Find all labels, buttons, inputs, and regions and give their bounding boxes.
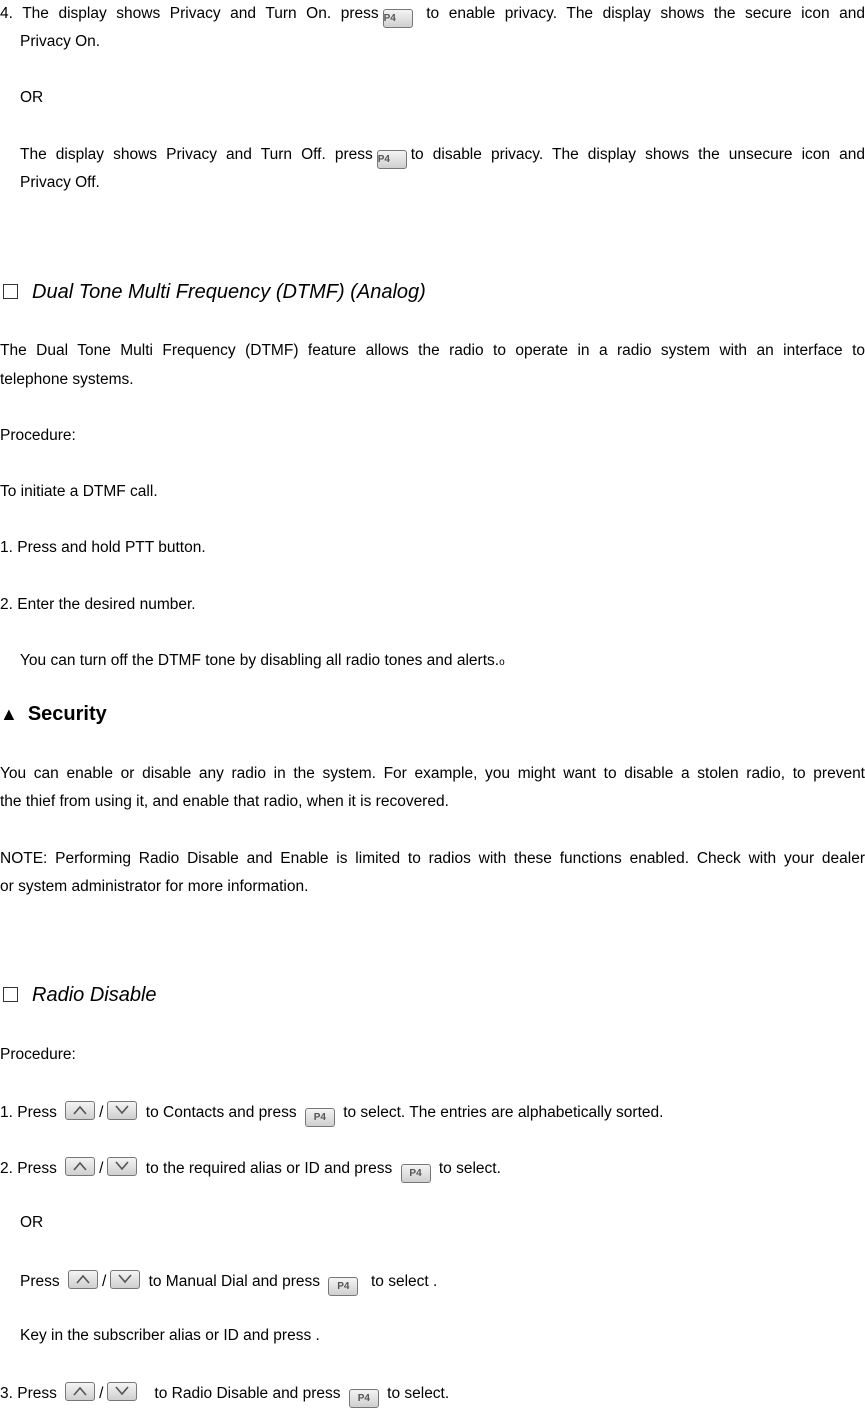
text: 1. Press <box>0 1104 57 1121</box>
p4-key-icon: P4 <box>328 1277 358 1296</box>
security-desc-2: the thief from using it, and enable that radio, when it is recovered. <box>0 793 449 810</box>
privacy-on-tail: Privacy On. <box>20 33 101 50</box>
heading-text: Security <box>27 703 107 725</box>
text: The display shows Privacy and Turn Off. press <box>20 146 373 163</box>
p4-key-icon: P4 <box>349 1389 379 1408</box>
up-arrow-key-icon <box>68 1270 98 1289</box>
text: to select. The entries are alphabetically sorted. <box>343 1104 664 1121</box>
dtmf-note <box>20 651 865 673</box>
note-2: or system administrator for more information. <box>0 878 309 895</box>
p4-key-icon: P4 <box>305 1108 335 1127</box>
up-arrow-key-icon <box>65 1382 95 1401</box>
down-arrow-key-icon <box>107 1157 137 1176</box>
text: to select. <box>438 1160 501 1177</box>
up-arrow-key-icon <box>65 1101 95 1120</box>
text: to select . <box>370 1273 438 1290</box>
note-1: NOTE: Performing Radio Disable and Enable is limited to radios with these functions enabled. Check with your dealer <box>0 850 865 867</box>
privacy-on-line <box>0 4 865 28</box>
dtmf-step-1: 1. Press and hold PTT button. <box>0 539 206 556</box>
text: to Radio Disable and press <box>154 1385 341 1402</box>
dtmf-desc-1: The Dual Tone Multi Frequency (DTMF) feature allows the radio to operate in a radio system with an interface to <box>0 342 865 359</box>
privacy-off-line <box>20 145 865 169</box>
text: 4. The display shows Privacy and Turn On. press <box>0 5 379 22</box>
text: to select. <box>387 1385 450 1402</box>
heading-security <box>0 704 865 724</box>
p4-key-icon: P4 <box>401 1164 431 1183</box>
heading-text: Radio Disable <box>32 984 157 1006</box>
privacy-off-tail: Privacy Off. <box>20 174 100 191</box>
dtmf-initiate: To initiate a DTMF call. <box>0 483 158 500</box>
text: 2. Press <box>0 1160 57 1177</box>
slash: / <box>99 1104 104 1121</box>
or-2: OR <box>20 1214 44 1231</box>
rd-key-in: Key in the subscriber alias or ID and press . <box>20 1327 320 1344</box>
up-arrow-key-icon <box>65 1157 95 1176</box>
dtmf-step-2: 2. Enter the desired number. <box>0 596 196 613</box>
dtmf-desc-2: telephone systems. <box>0 371 134 388</box>
down-arrow-key-icon <box>107 1101 137 1120</box>
mark: o <box>499 657 505 668</box>
text: 3. Press <box>0 1385 57 1402</box>
p4-key-icon: P4 <box>383 9 413 28</box>
heading-dtmf <box>0 282 865 302</box>
triangle-bullet-icon: ▲ <box>0 704 18 724</box>
text: to the required alias or ID and press <box>145 1160 393 1177</box>
or-1: OR <box>20 89 44 106</box>
rd-step-1 <box>0 1101 865 1127</box>
text: to Contacts and press <box>145 1104 297 1121</box>
rd-manual-dial <box>20 1270 865 1296</box>
down-arrow-key-icon <box>107 1382 137 1401</box>
heading-radio-disable <box>0 985 865 1005</box>
slash: / <box>99 1385 104 1402</box>
security-desc-1: You can enable or disable any radio in the system. For example, you might want to disable a stolen radio, to prevent <box>0 765 865 782</box>
text: You can turn off the DTMF tone by disabling all radio tones and alerts. <box>20 652 500 669</box>
p4-key-icon: P4 <box>377 150 407 169</box>
checkbox-bullet-icon <box>3 987 18 1002</box>
procedure-label: Procedure: <box>0 1046 76 1063</box>
heading-text: Dual Tone Multi Frequency (DTMF) (Analog) <box>32 281 426 303</box>
checkbox-bullet-icon <box>3 284 18 299</box>
text: to disable privacy. The display shows the unsecure icon and <box>410 146 865 163</box>
text: Press <box>20 1273 60 1290</box>
slash: / <box>101 1273 107 1290</box>
text: to Manual Dial and press <box>148 1273 321 1290</box>
down-arrow-key-icon <box>110 1270 140 1289</box>
slash: / <box>99 1160 104 1177</box>
text: to enable privacy. The display shows the secure icon and <box>416 5 865 22</box>
rd-step-2 <box>0 1157 865 1183</box>
procedure-label: Procedure: <box>0 427 76 444</box>
rd-step-3 <box>0 1382 865 1408</box>
